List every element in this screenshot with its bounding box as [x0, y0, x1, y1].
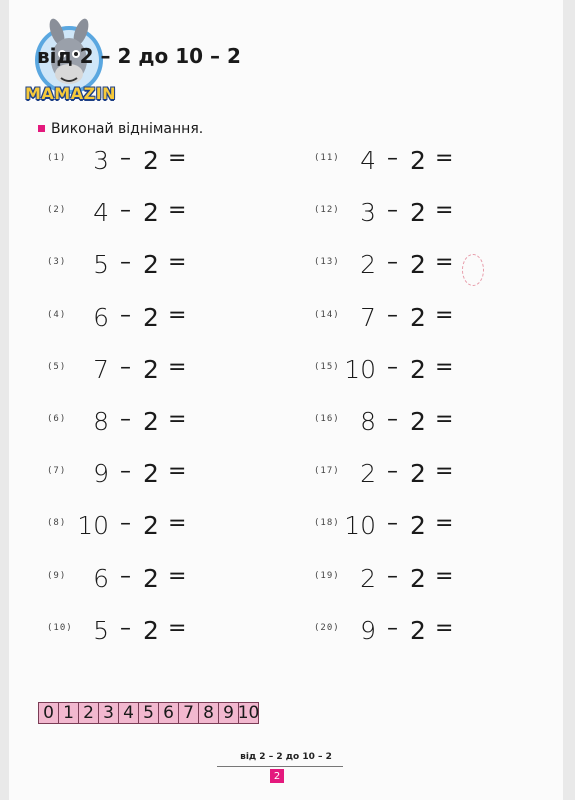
number-line-cell: 7 [178, 702, 199, 724]
minus-sign: – [387, 250, 398, 276]
number-line-cell: 9 [218, 702, 239, 724]
equals-sign: = [435, 459, 454, 485]
number-line-cell: 8 [198, 702, 219, 724]
number-line [38, 702, 258, 724]
subtrahend: 2 [410, 511, 426, 541]
minuend: 2 [360, 459, 376, 489]
minuend: 3 [360, 198, 376, 228]
equals-sign: = [168, 354, 187, 380]
minuend: 10 [77, 511, 109, 541]
exercise-row [9, 453, 249, 505]
minuend: 9 [360, 615, 376, 645]
exercise-number: (12) [314, 205, 340, 216]
exercise-row [276, 610, 516, 662]
minuend: 7 [93, 354, 109, 384]
exercise-row [9, 244, 249, 296]
subtrahend: 2 [410, 250, 426, 280]
subtrahend: 2 [410, 459, 426, 489]
minuend: 9 [93, 459, 109, 489]
subtrahend: 2 [143, 198, 159, 228]
exercise-column-right [276, 140, 516, 662]
exercise-number: (10) [47, 622, 73, 633]
minus-sign: – [387, 615, 398, 641]
exercise-row [9, 140, 249, 192]
subtrahend: 2 [410, 302, 426, 332]
exercise-row [9, 192, 249, 244]
minus-sign: – [120, 406, 131, 432]
exercise-number: (3) [47, 257, 67, 268]
minus-sign: – [120, 302, 131, 328]
exercise-row [9, 349, 249, 401]
brand-logo-text: MAMAZIN [25, 84, 117, 103]
exercise-row [9, 505, 249, 557]
subtrahend: 2 [143, 615, 159, 645]
minus-sign: – [120, 198, 131, 224]
subtrahend: 2 [410, 198, 426, 228]
minuend: 10 [344, 511, 376, 541]
minus-sign: – [120, 354, 131, 380]
minuend: 2 [360, 563, 376, 593]
minuend: 4 [93, 198, 109, 228]
number-line-cell: 10 [237, 703, 260, 723]
subtrahend: 2 [143, 511, 159, 541]
exercise-row [276, 140, 516, 192]
equals-sign: = [435, 511, 454, 537]
footer-divider [217, 766, 343, 767]
exercise-number: (18) [314, 518, 340, 529]
exercise-number: (11) [314, 153, 340, 163]
number-line-cell: 4 [118, 702, 139, 724]
subtrahend: 2 [143, 459, 159, 489]
minus-sign: – [387, 563, 398, 589]
minuend: 5 [93, 615, 109, 645]
minus-sign: – [387, 146, 398, 171]
dashed-circle-hint-icon [462, 254, 484, 286]
equals-sign: = [435, 615, 454, 641]
equals-sign: = [168, 198, 187, 224]
worksheet-page [9, 0, 563, 800]
subtrahend: 2 [143, 146, 159, 175]
number-line-cell: 1 [58, 702, 79, 724]
exercise-row [276, 558, 516, 610]
minus-sign: – [387, 406, 398, 432]
equals-sign: = [168, 250, 187, 276]
minus-sign: – [120, 250, 131, 276]
exercise-row [9, 297, 249, 349]
subtrahend: 2 [410, 615, 426, 645]
page-number: 2 [270, 769, 284, 783]
minuend: 7 [360, 302, 376, 332]
equals-sign: = [435, 406, 454, 432]
equals-sign: = [435, 354, 454, 380]
exercise-number: (8) [47, 518, 67, 529]
number-line-cell: 5 [138, 702, 159, 724]
exercise-row [276, 505, 516, 557]
exercise-number: (6) [47, 413, 67, 424]
minuend: 3 [93, 146, 109, 175]
bullet-icon [38, 125, 45, 132]
equals-sign: = [168, 406, 187, 432]
exercise-number: (2) [47, 205, 67, 216]
minuend: 6 [93, 302, 109, 332]
equals-sign: = [435, 250, 454, 276]
exercise-number: (19) [314, 570, 340, 581]
exercise-number: (1) [47, 153, 67, 163]
minus-sign: – [120, 146, 131, 171]
minuend: 5 [93, 250, 109, 280]
exercise-column-left [9, 140, 249, 662]
subtrahend: 2 [410, 563, 426, 593]
equals-sign: = [435, 146, 454, 171]
subtrahend: 2 [410, 354, 426, 384]
equals-sign: = [168, 615, 187, 641]
minuend: 8 [93, 406, 109, 436]
minus-sign: – [387, 302, 398, 328]
number-line-cell: 2 [78, 702, 99, 724]
subtrahend: 2 [143, 302, 159, 332]
exercise-number: (20) [314, 622, 340, 633]
number-line-cell: 3 [98, 702, 119, 724]
exercise-row [9, 558, 249, 610]
equals-sign: = [435, 302, 454, 328]
exercise-number: (5) [47, 361, 67, 372]
exercise-row [276, 297, 516, 349]
number-line-cell: 0 [38, 702, 59, 724]
exercise-row [9, 401, 249, 453]
exercise-row [9, 610, 249, 662]
subtrahend: 2 [410, 146, 426, 175]
exercise-number: (15) [314, 361, 340, 372]
minuend: 8 [360, 406, 376, 436]
minus-sign: – [387, 354, 398, 380]
exercise-row [276, 453, 516, 505]
minus-sign: – [387, 511, 398, 537]
minus-sign: – [387, 198, 398, 224]
exercise-number: (9) [47, 570, 67, 581]
subtrahend: 2 [143, 250, 159, 280]
exercise-number: (13) [314, 257, 340, 268]
equals-sign: = [168, 459, 187, 485]
minus-sign: – [120, 615, 131, 641]
exercise-number: (14) [314, 309, 340, 320]
exercise-number: (16) [314, 413, 340, 424]
minus-sign: – [120, 459, 131, 485]
equals-sign: = [435, 198, 454, 224]
minuend: 10 [344, 354, 376, 384]
exercise-row [276, 192, 516, 244]
minuend: 6 [93, 563, 109, 593]
minus-sign: – [120, 563, 131, 589]
equals-sign: = [168, 302, 187, 328]
exercise-number: (17) [314, 466, 340, 477]
minuend: 4 [360, 146, 376, 175]
exercise-row [276, 349, 516, 401]
footer-title: від 2 – 2 до 10 – 2 [240, 752, 332, 762]
exercise-number: (7) [47, 466, 67, 477]
equals-sign: = [435, 563, 454, 589]
subtrahend: 2 [143, 563, 159, 593]
minuend: 2 [360, 250, 376, 280]
subtrahend: 2 [143, 406, 159, 436]
equals-sign: = [168, 511, 187, 537]
page-title: від 2 – 2 до 10 – 2 [37, 44, 241, 68]
subtrahend: 2 [143, 354, 159, 384]
minus-sign: – [387, 459, 398, 485]
equals-sign: = [168, 563, 187, 589]
equals-sign: = [168, 146, 187, 171]
exercise-number: (4) [47, 309, 67, 320]
instruction-text: Виконай віднімання. [51, 121, 204, 137]
exercise-row [276, 401, 516, 453]
minus-sign: – [120, 511, 131, 537]
subtrahend: 2 [410, 406, 426, 436]
number-line-cell: 6 [158, 702, 179, 724]
